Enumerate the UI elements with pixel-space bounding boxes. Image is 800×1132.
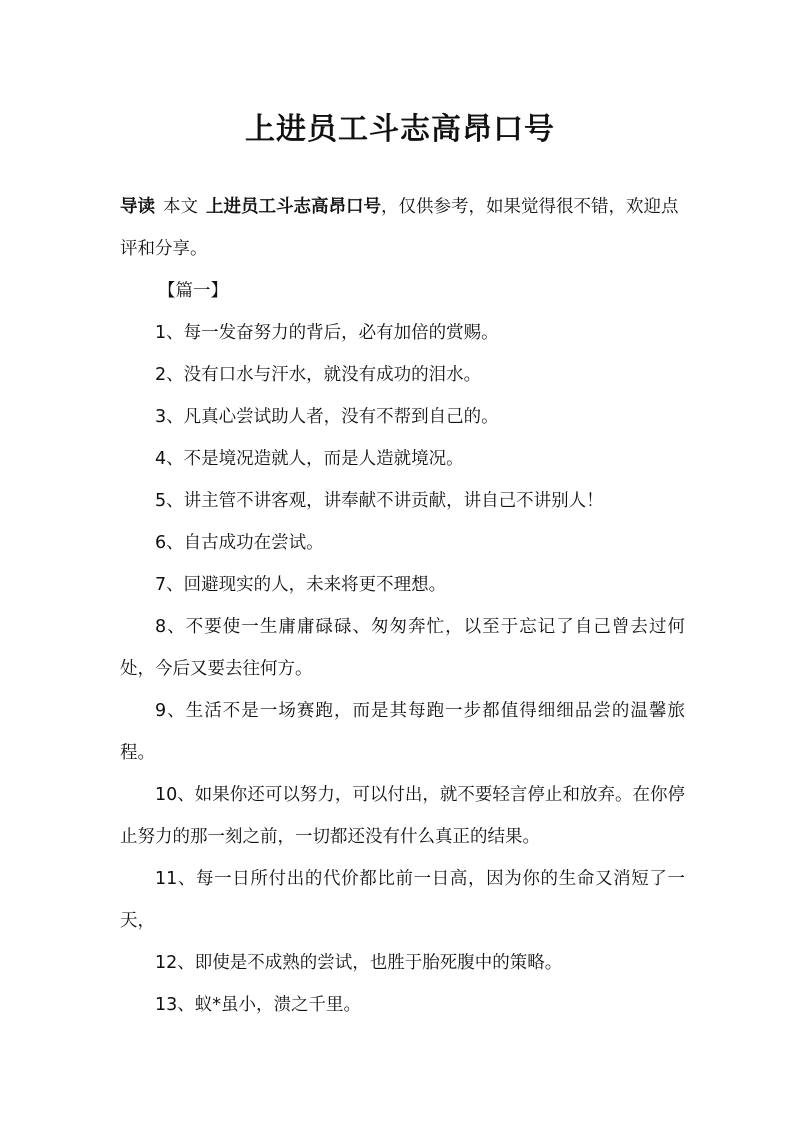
intro-prefix: 本文 (163, 197, 198, 217)
list-item: 4、不是境况造就人，而是人造就境况。 (155, 449, 464, 469)
list-item: 12、即使是不成熟的尝试，也胜于胎死腹中的策略。 (155, 953, 563, 973)
list-item: 2、没有口水与汗水，就没有成功的泪水。 (155, 365, 482, 385)
list-item: 1、每一发奋努力的背后，必有加倍的赏赐。 (155, 323, 499, 343)
intro-paragraph (120, 186, 685, 270)
document-body (120, 186, 685, 1026)
intro-label: 导读 (120, 197, 155, 217)
list-item: 10、如果你还可以努力，可以付出，就不要轻言停止和放弃。在你停止努力的那一刻之前，一切都还没有什么真正的结果。 (120, 785, 685, 847)
list-item: 7、回避现实的人，未来将更不理想。 (155, 575, 447, 595)
list-item: 8、不要使一生庸庸碌碌、匆匆奔忙，以至于忘记了自己曾去过何处，今后又要去往何方。 (120, 617, 685, 679)
list-item: 5、讲主管不讲客观，讲奉献不讲贡献，讲自己不讲别人！ (155, 491, 604, 511)
list-item: 3、凡真心尝试助人者，没有不帮到自己的。 (155, 407, 499, 427)
page-title: 上进员工斗志高昂口号 (245, 112, 555, 147)
list-item: 6、自古成功在尝试。 (155, 533, 324, 553)
list-item: 9、生活不是一场赛跑，而是其每跑一步都值得细细品尝的温馨旅程。 (120, 701, 685, 763)
intro-suffix: ，仅供参考，如果觉得很不错，欢迎点评和分享。 (120, 197, 679, 259)
section-heading: 【篇一】 (158, 281, 228, 301)
list-item: 11、每一日所付出的代价都比前一日高，因为你的生命又消短了一天， (120, 869, 685, 931)
list-item: 13、蚁*虽小，溃之千里。 (155, 995, 362, 1015)
intro-bold-title: 上进员工斗志高昂口号 (206, 197, 381, 217)
